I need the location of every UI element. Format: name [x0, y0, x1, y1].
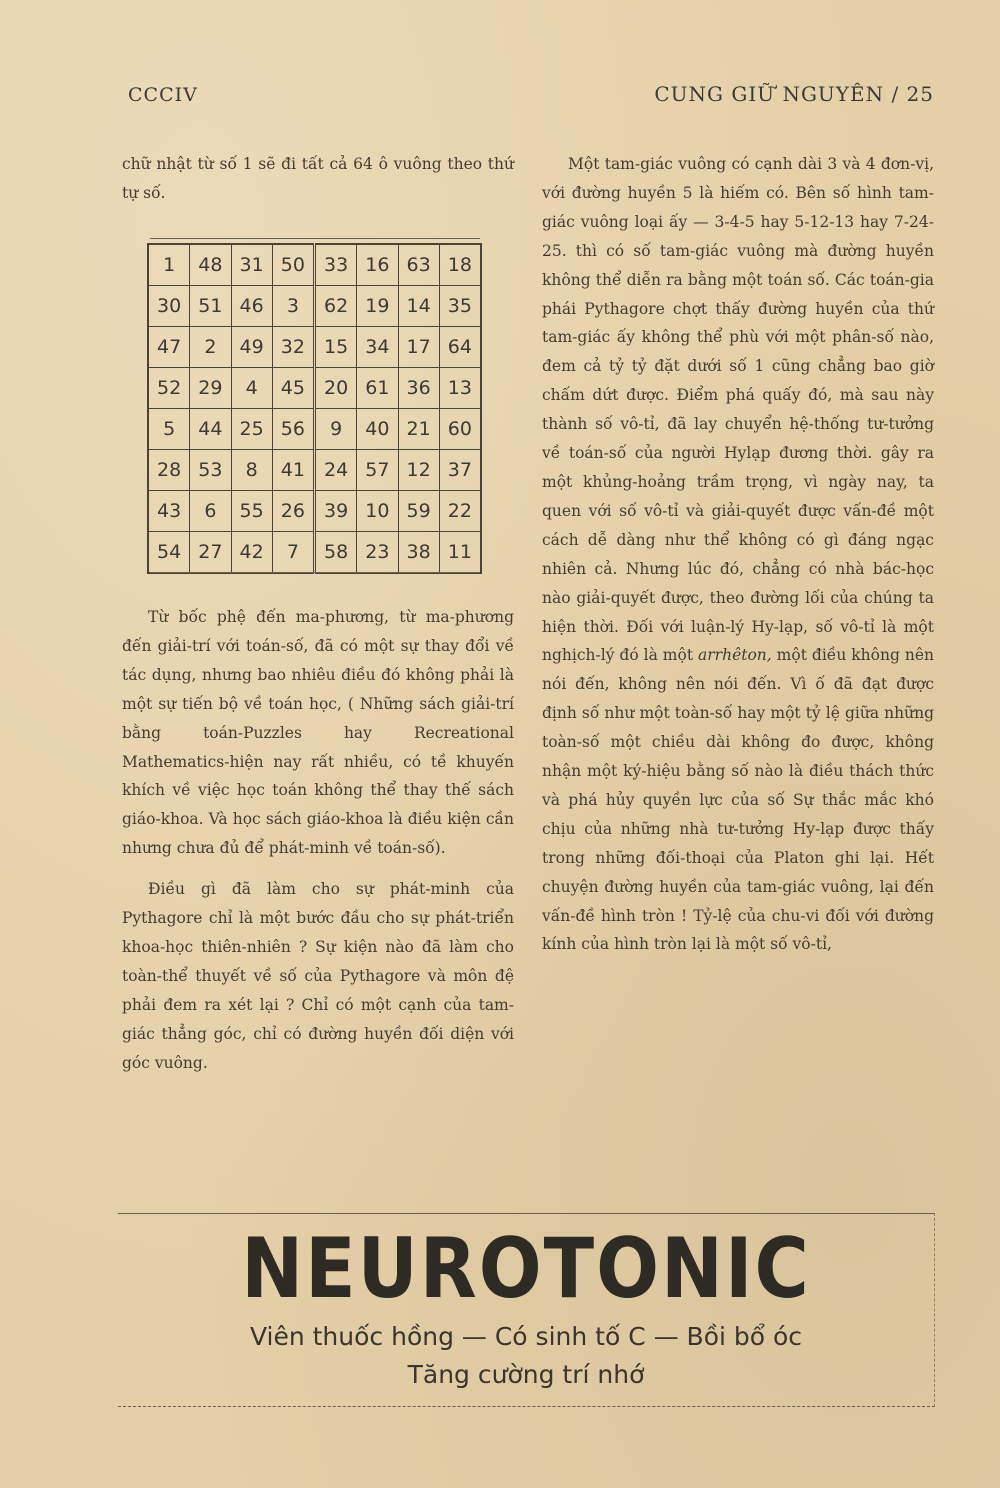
magic-square-cell: 9	[315, 409, 357, 450]
magic-square-row	[148, 409, 481, 450]
magic-square-cell: 34	[357, 327, 398, 368]
magic-square-cell: 39	[315, 491, 357, 532]
magic-square-cell: 52	[148, 368, 190, 409]
square-top-rule	[150, 238, 480, 239]
magic-square-cell: 21	[398, 409, 439, 450]
magic-square-row	[148, 286, 481, 327]
magic-square-cell: 46	[231, 286, 272, 327]
right-column	[542, 150, 934, 959]
magic-square-cell: 15	[315, 327, 357, 368]
magic-square-cell: 17	[398, 327, 439, 368]
magic-square-cell: 19	[357, 286, 398, 327]
magic-square-cell: 35	[439, 286, 481, 327]
magic-square-cell: 3	[272, 286, 314, 327]
square-bottom-rule	[150, 572, 480, 573]
magic-square-cell: 33	[315, 244, 357, 286]
magic-square-cell: 6	[190, 491, 231, 532]
magic-square-cell: 31	[231, 244, 272, 286]
magic-square-row	[148, 327, 481, 368]
magic-square-cell: 50	[272, 244, 314, 286]
magic-square-cell: 10	[357, 491, 398, 532]
magic-square-cell: 54	[148, 532, 190, 574]
magic-square-cell: 58	[315, 532, 357, 574]
running-head: CUNG GIỮ NGUYÊN / 25	[654, 82, 934, 106]
magic-square-cell: 43	[148, 491, 190, 532]
magic-square-cell: 13	[439, 368, 481, 409]
magic-square-row	[148, 491, 481, 532]
right-paragraph-1-b: một điều không nên nói đến, không nên nói đến. Vì ố đã đạt được định số như một toàn-số hay một tỷ lệ giữa những toàn-số một chiều dài không đo được, không nhận một ký-hiệu bằng số nào là điều thách thức và phá hủy quyền lực của số Sự thắc mắc khó chịu của những nhà tư-tưởng Hy-lạp được thấy trong những đối-thoại của Platon ghi lại. Hết chuyện đường huyền của tam-giác vuông, lại đến vấn-đề hình tròn ! Tỷ-lệ của chu-vi đối với đường kính của hình tròn lại là một số vô-tỉ,	[542, 646, 934, 954]
magic-square-cell: 28	[148, 450, 190, 491]
magic-square-cell: 42	[231, 532, 272, 574]
magic-square-cell: 38	[398, 532, 439, 574]
arrheton-term: arrhêton,	[698, 646, 772, 665]
magic-square-cell: 23	[357, 532, 398, 574]
magic-square-table	[147, 243, 482, 574]
magic-square-cell: 8	[231, 450, 272, 491]
advertisement-box	[118, 1213, 935, 1407]
right-paragraph-1	[542, 150, 934, 959]
page-folio: CCCIV	[128, 84, 198, 106]
magic-square-cell: 27	[190, 532, 231, 574]
magic-square-cell: 53	[190, 450, 231, 491]
magic-square-cell: 41	[272, 450, 314, 491]
left-column	[122, 150, 514, 208]
ad-tagline-1: Viên thuốc hồng — Có sinh tố C — Bồi bổ óc	[249, 1322, 803, 1351]
magic-square-cell: 44	[190, 409, 231, 450]
magic-square-cell: 7	[272, 532, 314, 574]
magic-square-cell: 1	[148, 244, 190, 286]
magic-square-cell: 49	[231, 327, 272, 368]
left-paragraph-2: Điều gì đã làm cho sự phát-minh của Pythagore chỉ là một bước đầu cho sự phát-triển khoa-học thiên-nhiên ? Sự kiện nào đã làm cho toàn-thể thuyết về số của Pythagore và môn đệ phải đem ra xét lại ? Chỉ có một cạnh của tam-giác thẳng góc, chỉ có đường huyền đối diện với góc vuông.	[122, 880, 514, 1072]
magic-square-cell: 48	[190, 244, 231, 286]
magic-square-cell: 20	[315, 368, 357, 409]
left-paragraph-1: Từ bốc phệ đến ma-phương, từ ma-phương đến giải-trí với toán-số, đã có một sự thay đổi về tác dụng, nhưng bao nhiêu điều đó không phải là một sự tiến bộ về toán học, ( Những sách giải-trí bằng toán-Puzzles hay Recreational Mathematics-hiện nay rất nhiều, có tề khuyến khích về việc học toán không thể thay thế sách giáo-khoa. Và học sách giáo-khoa là điều kiện cần nhưng chưa đủ để phát-minh về toán-số).	[122, 608, 514, 858]
magic-square-cell: 29	[190, 368, 231, 409]
magic-square-cell: 51	[190, 286, 231, 327]
magic-square-cell: 47	[148, 327, 190, 368]
magic-square-cell: 24	[315, 450, 357, 491]
magic-square-cell: 12	[398, 450, 439, 491]
left-column-lower	[122, 603, 514, 1078]
ad-tagline-2: Tăng cường trí nhớ	[407, 1360, 645, 1389]
magic-square-cell: 4	[231, 368, 272, 409]
magic-square-cell: 45	[272, 368, 314, 409]
magic-square-cell: 30	[148, 286, 190, 327]
magic-square-cell: 2	[190, 327, 231, 368]
magic-square-cell: 64	[439, 327, 481, 368]
magic-square-row	[148, 532, 481, 574]
magic-square-row	[148, 368, 481, 409]
magic-square-cell: 57	[357, 450, 398, 491]
magic-square-cell: 62	[315, 286, 357, 327]
magic-square-cell: 56	[272, 409, 314, 450]
magic-square-cell: 36	[398, 368, 439, 409]
magic-square-row	[148, 244, 481, 286]
magic-square-cell: 40	[357, 409, 398, 450]
magic-square-cell: 25	[231, 409, 272, 450]
magic-square-cell: 37	[439, 450, 481, 491]
right-paragraph-1-a: Một tam-giác vuông có cạnh dài 3 và 4 đơn-vị, với đường huyền 5 là hiếm có. Bên số hình tam-giác vuông loại ấy — 3-4-5 hay 5-12-13 hay 7-24-25. thì có số tam-giác vuông mà đường huyền không thể diễn ra bằng một toán số. Các toán-gia phái Pythagore chợt thấy đường huyền của thứ tam-giác ấy không thể phù với một phân-số nào, đem cả tỷ tỷ đặt dưới số 1 cũng chẳng bao giờ chấm dứt được. Điểm phá quấy đó, mà sau này thành số vô-tỉ, đã lay chuyển hệ-thống tư-tưởng về toán-số của người Hylạp đương thời. gây ra một khủng-hoảng trầm trọng, vì ngày nay, ta quen với số vô-tỉ và giải-quyết được vấn-đề một cách dễ dàng như thể không có gì đáng ngạc nhiên cả. Nhưng lúc đó, chẳng có nhà bác-học nào giải-quyết được, theo đường lối của chúng ta hiện thời. Đối với luận-lý Hy-lạp, số vô-tỉ là một nghịch-lý đó là một	[542, 155, 934, 665]
magic-square-cell: 61	[357, 368, 398, 409]
magic-square-cell: 16	[357, 244, 398, 286]
ad-brand-name: NEUROTONIC	[241, 1220, 811, 1318]
magic-square-row	[148, 450, 481, 491]
magic-square-cell: 5	[148, 409, 190, 450]
magic-square-cell: 11	[439, 532, 481, 574]
magic-square-cell: 60	[439, 409, 481, 450]
magic-square-cell: 63	[398, 244, 439, 286]
magic-square-cell: 18	[439, 244, 481, 286]
magic-square-cell: 55	[231, 491, 272, 532]
magic-square-cell: 26	[272, 491, 314, 532]
magic-square-cell: 14	[398, 286, 439, 327]
magic-square-body	[148, 244, 481, 573]
magic-square-cell: 59	[398, 491, 439, 532]
magic-square-cell: 32	[272, 327, 314, 368]
intro-text: chữ nhật từ số 1 sẽ đi tất cả 64 ô vuông theo thứ tự số.	[122, 155, 514, 202]
magic-square-cell: 22	[439, 491, 481, 532]
